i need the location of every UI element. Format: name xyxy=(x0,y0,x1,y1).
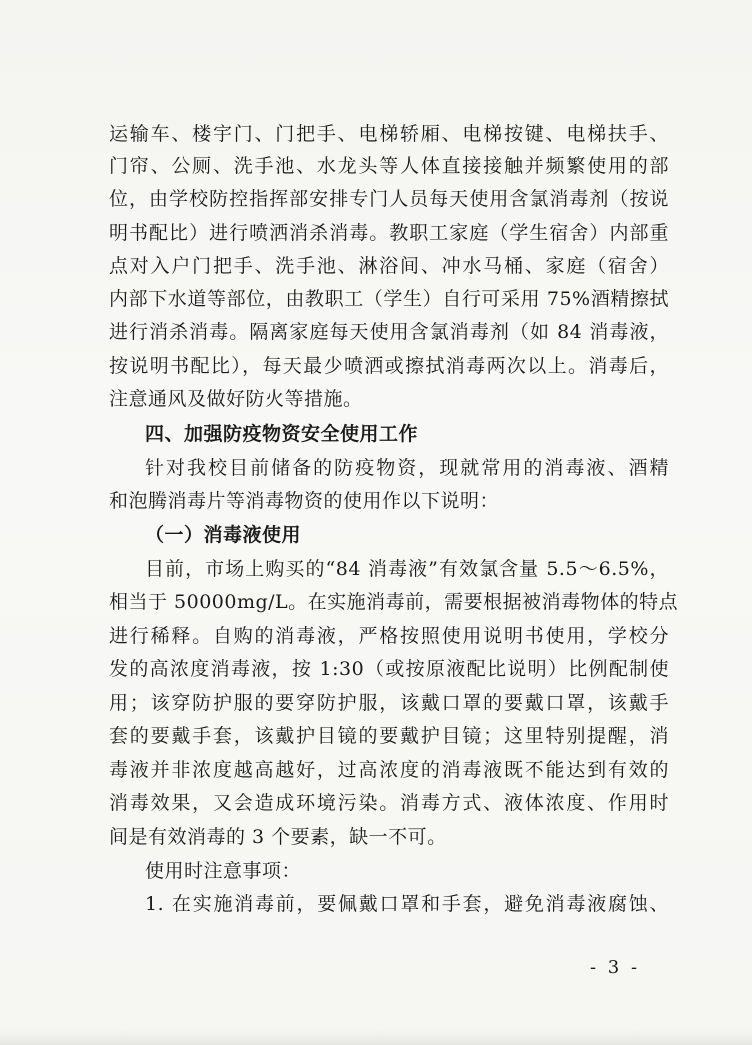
paragraph-line: 相当于 50000mg/L。在实施消毒前，需要根据被消毒物体的特点 xyxy=(109,591,679,613)
note-item: 1. 在实施消毒前，要佩戴口罩和手套，避免消毒液腐蚀、 xyxy=(145,893,669,915)
paragraph-line: 明书配比）进行喷洒消杀消毒。教职工家庭（学生宿舍）内部重 xyxy=(109,222,669,244)
paragraph-line: 间是有效消毒的 3 个要素，缺一不可。 xyxy=(109,826,447,848)
paragraph-line: 进行消杀消毒。隔离家庭每天使用含氯消毒剂（如 84 消毒液， xyxy=(109,321,669,343)
paragraph-line: 和泡腾消毒片等消毒物资的使用作以下说明： xyxy=(109,490,500,512)
paragraph-line: 门帘、公厕、洗手池、水龙头等人体直接接触并频繁使用的部 xyxy=(109,155,669,177)
paragraph-line: 用；该穿防护服的要穿防护服，该戴口罩的要戴口罩，该戴手 xyxy=(109,692,669,714)
subsection-heading: （一）消毒液使用 xyxy=(145,524,302,546)
page-number: - 3 - xyxy=(590,957,641,978)
paragraph-line: 套的要戴手套，该戴护目镜的要戴护目镜；这里特别提醒，消 xyxy=(109,725,669,747)
scan-edge xyxy=(0,1030,752,1045)
paragraph-line: 针对我校目前储备的防疫物资，现就常用的消毒液、酒精 xyxy=(145,457,669,479)
paragraph-line: 发的高浓度消毒液，按 1:30（或按原液配比说明）比例配制使 xyxy=(109,658,669,680)
paragraph-line: 位，由学校防控指挥部安排专门人员每天使用含氯消毒剂（按说 xyxy=(109,188,669,210)
paragraph-line: 运输车、楼宇门、门把手、电梯轿厢、电梯按键、电梯扶手、 xyxy=(109,123,669,145)
paragraph-line: 按说明书配比），每天最少喷洒或擦拭消毒两次以上。消毒后， xyxy=(109,355,669,377)
paragraph-line: 消毒效果，又会造成环境污染。消毒方式、液体浓度、作用时 xyxy=(109,792,669,814)
paragraph-line: 目前，市场上购买的“84 消毒液”有效氯含量 5.5～6.5%， xyxy=(145,558,669,580)
paragraph-line: 点对入户门把手、洗手池、淋浴间、冲水马桶、家庭（宿舍） xyxy=(109,255,669,277)
paragraph-line: 内部下水道等部位，由教职工（学生）自行可采用 75%酒精擦拭 xyxy=(109,288,669,310)
notes-heading: 使用时注意事项： xyxy=(145,860,302,882)
paragraph-line: 注意通风及做好防火等措施。 xyxy=(109,388,363,410)
section-heading: 四、加强防疫物资安全使用工作 xyxy=(145,423,419,445)
paragraph-line: 毒液并非浓度越高越好，过高浓度的消毒液既不能达到有效的 xyxy=(109,759,669,781)
paragraph-line: 进行稀释。自购的消毒液，严格按照使用说明书使用，学校分 xyxy=(109,625,669,647)
